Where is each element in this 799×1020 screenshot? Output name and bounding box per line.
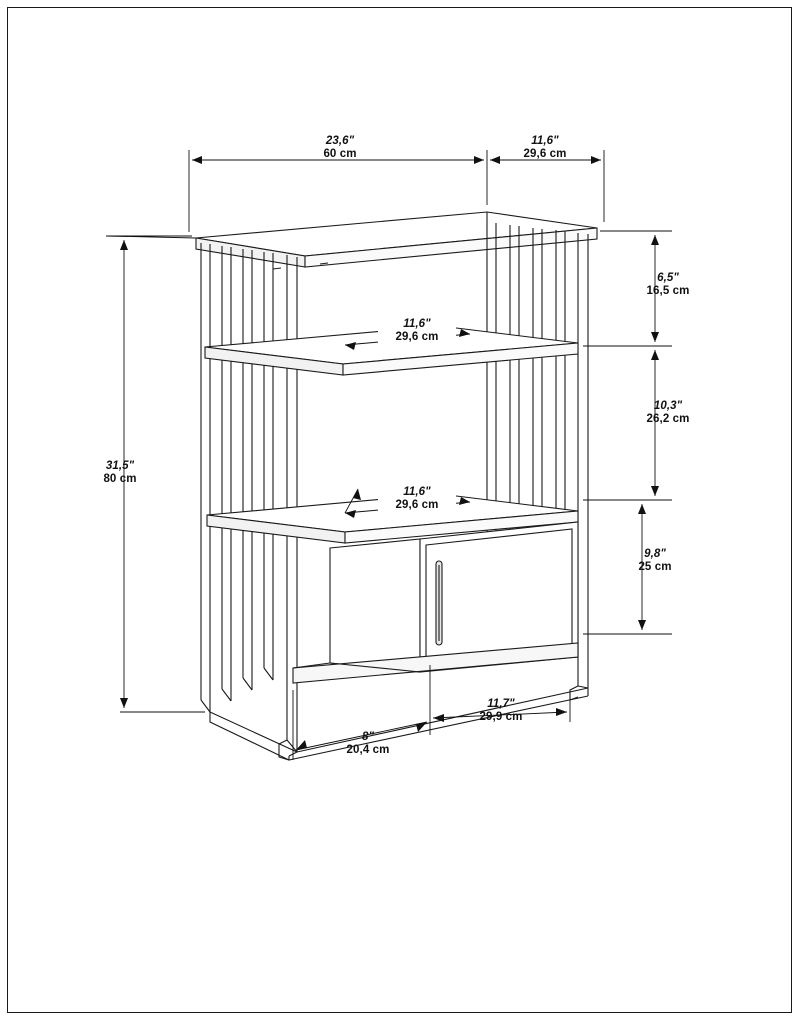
door-handle <box>436 561 442 645</box>
left-frame-slats <box>201 243 297 760</box>
top-panel <box>196 212 597 267</box>
dim-base-depth-right: 11,7" 29,9 cm <box>479 698 523 723</box>
dim-top-width-right: 11,6" 29,6 cm <box>523 135 567 160</box>
dim-right-section-1: 6,5" 16,5 cm <box>646 272 690 297</box>
dim-base-depth-left: 8" 20,4 cm <box>346 731 390 756</box>
dim-right-section-2: 10,3" 26,2 cm <box>646 400 690 425</box>
dim-total-height: 31,5" 80 cm <box>103 460 137 485</box>
dim-top-width-left: 23,6" 60 cm <box>323 135 357 160</box>
dim-shelf-depth-lower: 11,6" 29,6 cm <box>378 486 456 512</box>
dim-shelf-depth-upper: 11,6" 29,6 cm <box>378 318 456 344</box>
dim-right-section-3: 9,8" 25 cm <box>638 548 672 573</box>
